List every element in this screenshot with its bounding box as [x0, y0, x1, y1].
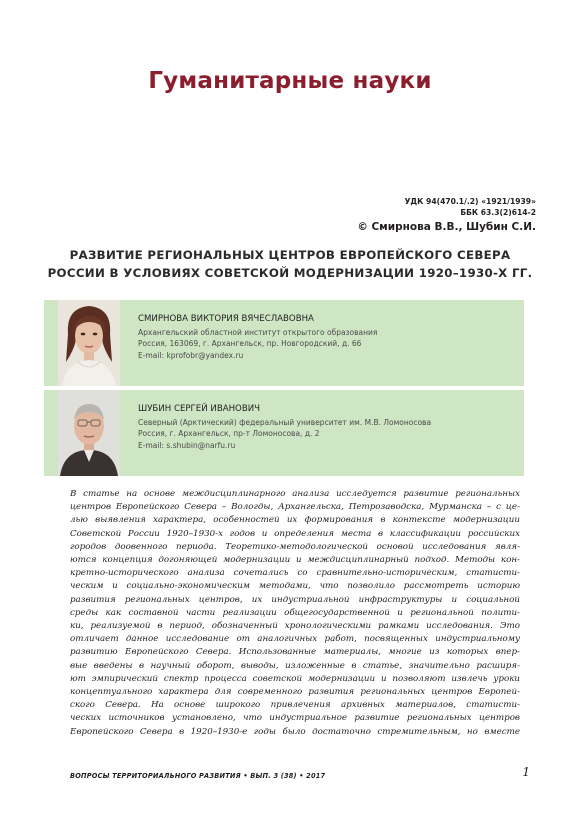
author-photo: [58, 300, 120, 386]
abstract-line: В статье на основе междисциплинарного анализа исследуется развитие региональных: [70, 489, 520, 499]
article-meta: [357, 196, 536, 235]
author-info: [138, 404, 431, 451]
abstract-line: развития региональных центров, их индустриальной инфраструктуры и социальной: [70, 594, 520, 605]
article-title-line: РОССИИ В УСЛОВИЯХ СОВЕТСКОЙ МОДЕРНИЗАЦИИ 1920–1930-Х ГГ.: [47, 266, 533, 280]
author-name: СМИРНОВА ВИКТОРИЯ ВЯЧЕСЛАВОВНА: [138, 314, 314, 324]
section-title: Гуманитарные науки: [148, 68, 432, 94]
author-address: Россия, 163069, г. Архангельск, пр. Новгородский, д. 66: [138, 339, 362, 348]
bbk-code: ББК 63.3(2)614-2: [460, 208, 536, 217]
author-photo: [58, 390, 120, 476]
abstract-line: ются концепция догоняющей модернизации и междисциплинарный подход. Методы кон-: [70, 555, 520, 566]
abstract-line: концептуального характера для современного развития региональных центров Европей-: [70, 687, 520, 698]
author-affiliation: Архангельский областной институт открытого образования: [138, 327, 378, 337]
author-card-smirnova: [44, 300, 524, 386]
abstract-line: Советской России 1920–1930-х годов и определения места в классификации российских: [70, 528, 520, 539]
abstract-line: вые введены в научный оборот, выводы, изложенные в статье, значительно расширя-: [70, 660, 520, 671]
abstract-line: кретно-исторического анализа сочетались со сравнительно-историческим, статисти-: [70, 568, 520, 579]
abstract-line: Европейского Севера в 1920–1930-е годы было достаточно стремительным, но вместе: [70, 726, 520, 737]
abstract: [70, 488, 520, 739]
page-number: 1: [522, 765, 530, 779]
abstract-line: ского Севера. На основе широкого привлечения архивных материалов, статисти-: [70, 700, 520, 711]
author-address: Россия, г. Архангельск, пр-т Ломоносова, д. 2: [138, 429, 320, 438]
article-title: [40, 246, 540, 282]
abstract-line: отличает данное исследование от аналогичных работ, посвященных индустриальному: [70, 634, 520, 645]
abstract-line: ки, реализуемой в период, обозначенный хронологическими рамками исследования. Это: [70, 621, 520, 632]
abstract-line: среды как составной части реализации общегосударственной и региональной полити-: [70, 607, 520, 618]
author-affiliation: Северный (Арктический) федеральный университет им. М.В. Ломоносова: [138, 417, 432, 427]
abstract-line: ческих источников установлено, что индустриальное развитие региональных центров: [70, 713, 520, 724]
author-email: E-mail: kprofobr@yandex.ru: [138, 350, 244, 360]
author-info: [138, 314, 377, 361]
author-name: ШУБИН СЕРГЕЙ ИВАНОВИЧ: [138, 404, 261, 414]
udk-code: УДК 94(470.1/.2) «1921/1939»: [404, 197, 536, 206]
abstract-line: ют эмпирический спектр процесса советской модернизации и позволяют извлечь уроки: [70, 673, 520, 684]
abstract-line: центров Европейского Севера – Вологды, Архангельска, Петрозаводска, Мурманска – с це-: [70, 502, 520, 513]
copyright-authors: © Смирнова В.В., Шубин С.И.: [357, 221, 536, 233]
article-title-line: РАЗВИТИЕ РЕГИОНАЛЬНЫХ ЦЕНТРОВ ЕВРОПЕЙСКОГО СЕВЕРА: [69, 248, 511, 262]
author-email: E-mail: s.shubin@narfu.ru: [138, 440, 236, 450]
abstract-line: городов доовенного периода. Теоретико-методологической основой исследования явля-: [70, 541, 520, 552]
abstract-line: лью выявления характера, особенностей их формирования в контексте модернизации: [70, 515, 520, 526]
author-card-shubin: [44, 390, 524, 476]
abstract-line: развитию Европейского Севера. Использованные материалы, многие из которых впер-: [70, 647, 520, 658]
journal-footer: ВОПРОСЫ ТЕРРИТОРИАЛЬНОГО РАЗВИТИЯ • ВЫП. 3 (38) • 2017: [70, 772, 326, 780]
abstract-line: ческим и социально-экономическим методами, что позволило рассмотреть историю: [70, 581, 520, 592]
